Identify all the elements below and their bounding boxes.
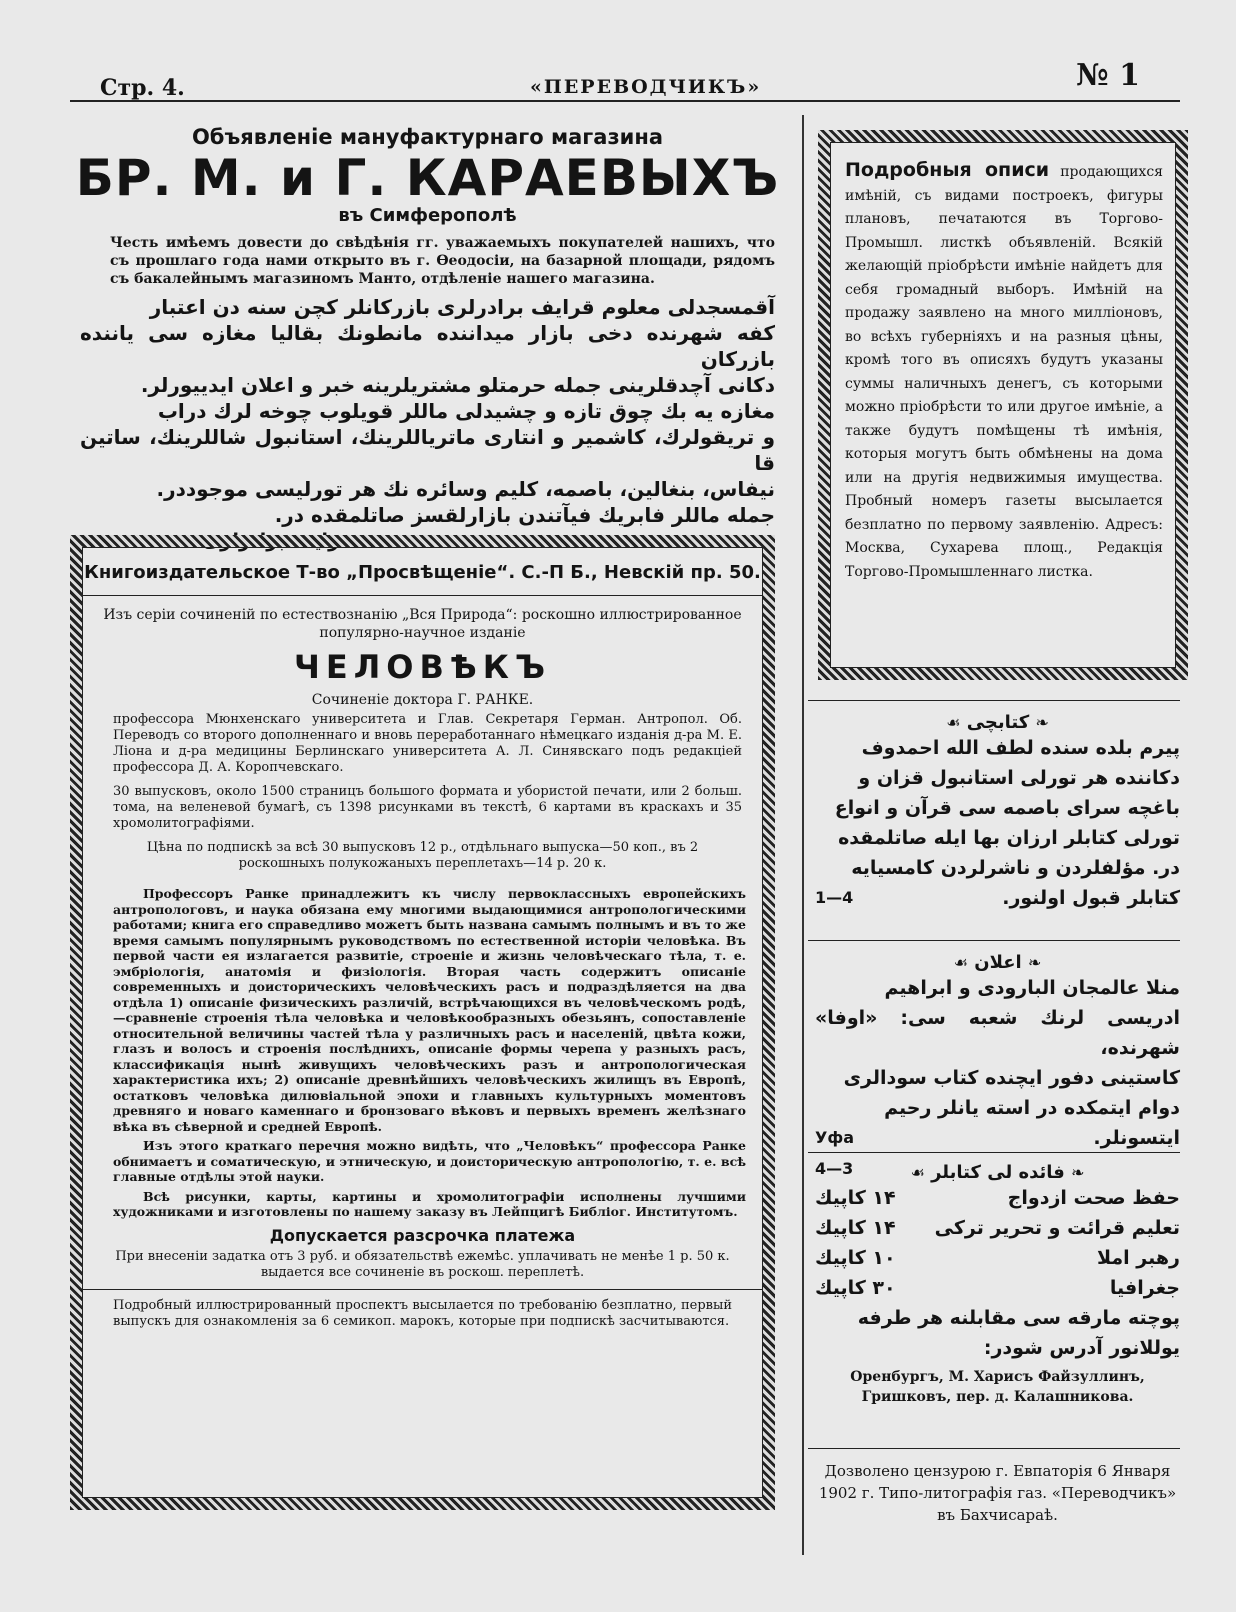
ilan-title-text: اعلان [974, 952, 1022, 973]
arabic-line: در. مؤلفلردن و ناشرلردن کامسیایه [851, 857, 1180, 879]
book-author: Сочиненіе доктора Г. РАНКЕ. [311, 692, 534, 708]
arabic-line: تورلی کتابلر ارزان بها ایله صاتلمقده [838, 827, 1180, 849]
kitabchi-ad [815, 712, 1180, 913]
arabic-line: منلا عالمجان البارودی و ابراهیم [884, 977, 1180, 999]
kitabchi-title-text: کتابچی [966, 712, 1030, 733]
installment-terms: При внесеніи задатка отъ 3 руб. и обязательствѣ ежемѣс. уплачивать не менѣе 1 р. 50 к. выдается все сочиненіе въ роскош. переплетѣ. [115, 1248, 730, 1280]
arabic-line: پیرم بلده سنده لطف الله احمدوف [861, 737, 1180, 759]
arabic-line: مغازه یه بك چوق تازه و چشیدلی ماللر قویلوب چوخه لرك دراب [157, 399, 775, 423]
arabic-line: دوام ایتمکده در استه یانلر رحیم [884, 1097, 1180, 1119]
arabic-line: ادریسی لرنك شعبه سی: «اوفا» شهرنده، [815, 1007, 1180, 1059]
karaev-ad [70, 120, 785, 552]
arabic-line: نیفاس، بنغالین، باصمه، کلیم وسائره نك هر تورلیسی موجوددر. [156, 477, 775, 501]
arabic-line: باغچه سرای باصمه سی قرآن و انواع [834, 797, 1180, 819]
book-price: Цѣна по подпискѣ за всѣ 30 выпусковъ 12 р., отдѣльнаго выпуска—50 коп., въ 2 роскошныхъ полукожаныхъ переплетахъ—14 р. 20 к. [146, 840, 699, 871]
arabic-line: یوللانور آدرس شودر: [983, 1337, 1180, 1359]
prosveshchenie-ad-inner [82, 547, 763, 1498]
book-specs: 30 выпусковъ, около 1500 страницъ большого формата и убористой печати, или 2 больш. тома, на веленевой бумагѣ, съ 1398 рисунками въ текстѣ, 6 картами въ краскахъ и 35 хромолитографіями. [113, 784, 742, 831]
book-name: جغرافیا [1109, 1277, 1180, 1299]
arabic-line-row [815, 1123, 1180, 1153]
inventory-ad-inner [830, 142, 1176, 668]
series-line: Изъ серіи сочиненій по естествознанію „Вся Природа“: роскошно иллюстрированное популярно-научное изданіе [103, 607, 742, 641]
issue-number: № 1 [1076, 58, 1140, 93]
useful-books-address: Оренбургъ, М. Харисъ Файзуллинъ, Гришковъ, пер. д. Калашникова. [850, 1369, 1145, 1405]
ornament-icon: ☙ [953, 953, 968, 972]
book-row [815, 1183, 1180, 1213]
useful-books-title-text: فائده لی کتابلر [931, 1162, 1065, 1183]
publisher-head: Книгоиздательское Т-во „Просвѣщеніе“. С.-П Б., Невскій пр. 50. [83, 548, 762, 596]
inventory-ad [818, 130, 1188, 680]
book-title: ЧЕЛОВѢКЪ [294, 648, 551, 686]
ornament-icon: ❧ [1035, 713, 1049, 732]
inventory-ad-body: продающихся имѣній, съ видами построекъ, фигуры плановъ, печатаются въ Торгово-Промышл. листкѣ объявленій. Всякій желающій пріобрѣсти имѣніе найдетъ для себя громадный выборъ. Имѣній на продажу заявлено на много милліоновъ, во всѣхъ губерніяхъ и на разныя цѣны, кромѣ того въ описяхъ будутъ указаны суммы наличныхъ денегъ, съ которыми можно пріобрѣсти то или другое имѣніе, а также будутъ помѣщены тѣ имѣнія, которыя могутъ быть обмѣнены на дома или на другія недвижимыя имущества. Пробный номеръ газеты высылается безплатно по первому заявленію. Адресъ: Москва, Сухарева площ., Редакція Торгово-Промышленнаго листка. [845, 164, 1163, 580]
book-row [815, 1243, 1180, 1273]
arabic-line: جمله ماللر فابریك فیآتندن بازارلقسز صاتلمقده در. [274, 503, 775, 527]
book-price: ۱۰ کاپیك [815, 1247, 896, 1269]
arabic-line: کاستینی دفور ایچنده کتاب سودالری [843, 1067, 1180, 1089]
book-price: ۱۴ کاپیك [815, 1217, 896, 1239]
prospectus-note: Подробный иллюстрированный проспектъ высылается по требованію безплатно, первый выпускъ для ознакомленія за 6 семикоп. марокъ, которые при подпискѣ засчитываются. [83, 1289, 762, 1330]
book-price: ۱۴ کاپیك [815, 1187, 896, 1209]
description-paragraph: Профессоръ Ранке принадлежитъ къ числу первоклассныхъ европейскихъ антропологовъ, и наука обязана ему многими выдающимися антропологическими работами; книга его справедливо можетъ быть названа самымъ полнымъ и въ то же время самымъ популярнымъ руководствомъ по естественной исторіи человѣка. Въ первой части ея излагается развитіе, строеніе и жизнь человѣческаго тѣла, т. е. эмбріологія, анатомія и физіологія. Вторая часть содержитъ описаніе современныхъ и доисторическихъ человѣческихъ расъ и подраздѣляется на два отдѣла 1) описаніе физическихъ различій, встрѣчающихся въ человѣческомъ родѣ,—сравненіе строенія тѣла человѣка и человѣкообразныхъ обезьянъ, сопоставленіе относительной величины частей тѣла у различныхъ расъ и населеній, цвѣта кожи, глазъ и волосъ и строенія послѣднихъ, описаніе формы черепа у разныхъ расъ, классификація нынѣ живущихъ человѣческихъ разъ и антропологическая характеристика ихъ; 2) описаніе древнѣйшихъ человѣческихъ жилищъ въ Европѣ, остатковъ человѣка дилювіальной эпохи и главныхъ культурныхъ моментовъ древняго и новаго каменнаго и бронзоваго вѣковъ и первыхъ временъ желѣзнаго вѣка въ сѣверной и средней Европѣ. [113, 886, 746, 1134]
arabic-line: ایتسونلر. [1093, 1127, 1180, 1149]
kitabchi-body [815, 733, 1180, 913]
ornament-icon: ☙ [910, 1163, 925, 1182]
installment-heading: Допускается разсрочка платежа [269, 1225, 576, 1245]
ilan-title [815, 952, 1180, 973]
ad-run-number: 4—3 [815, 1159, 854, 1178]
censor-note: Дозволено цензурою г. Евпаторія 6 Января 1902 г. Типо-литографія газ. «Переводчикъ» въ Бахчисараѣ. [818, 1462, 1177, 1524]
page-number: Стр. 4. [100, 75, 185, 101]
arabic-line: آقمسجدلی معلوم قرایف برادرلری بازرکانلر کچن سنه دن اعتبار [149, 295, 775, 319]
useful-books-ad [815, 1162, 1180, 1407]
inventory-ad-text [831, 143, 1175, 584]
prosveshchenie-ad [70, 535, 775, 1510]
newspaper-title: «ПЕРЕВОДЧИКЪ» [530, 76, 762, 98]
description-paragraph: Всѣ рисунки, карты, картины и хромолитографіи исполнены лучшими художниками и изготовлены по нашему заказу въ Лейпцигѣ Библіог. Институтомъ. [113, 1188, 746, 1219]
karaev-ad-arabic [80, 294, 775, 528]
book-name: رهبر املا [1096, 1247, 1180, 1269]
section-divider [808, 940, 1180, 941]
inventory-ad-lead: Подробныя описи [845, 159, 1050, 181]
karaev-ad-name: БР. М. и Г. КАРАЕВЫХЪ [75, 149, 780, 207]
kitabchi-title [815, 712, 1180, 733]
book-name: حفظ صحت ازدواج [1007, 1187, 1180, 1209]
arabic-line: پوچته مارقه سی مقابلنه هر طرفه [857, 1307, 1180, 1329]
book-row [815, 1213, 1180, 1243]
section-divider [808, 1448, 1180, 1449]
book-name: تعلیم قرائت و تحریر ترکی [934, 1217, 1180, 1239]
ornament-icon: ❧ [1071, 1163, 1085, 1182]
karaev-ad-top: Объявленіе мануфактурнаго магазина [191, 125, 664, 149]
karaev-ad-signature: قرایف برادرلری [202, 530, 353, 552]
useful-books-title [815, 1162, 1180, 1183]
arabic-line: دکانی آچدقلرینی جمله حرمتلو مشتریلرینه خبر و اعلان ایدییورلر. [140, 373, 775, 397]
useful-books-note [815, 1303, 1180, 1363]
karaev-ad-text: Честь имѣемъ довести до свѣдѣнія гг. уважаемыхъ покупателей нашихъ, что съ прошлаго года нами открыто въ г. Ѳеодосіи, на базарной площади, рядомъ съ бакалейнымъ магазиномъ Манто, отдѣленіе нашего магазина. [110, 235, 775, 287]
arabic-line: دکاننده هر تورلی استانبول قزان و [858, 767, 1180, 789]
ilan-city: Уфа [815, 1128, 855, 1147]
arabic-line-row [815, 883, 1180, 913]
book-credits: профессора Мюнхенскаго университета и Глав. Секретаря Герман. Антропол. Об. Переводъ со второго дополненнаго и вновь переработаннаго нѣмецкаго изданія д-ра М. Е. Ліона и д-ра медицины Берлинскаго университета А. Л. Синявскаго подъ редакціей профессора Д. А. Коропчевскаго. [113, 712, 742, 775]
karaev-ad-city: въ Симферополѣ [338, 205, 517, 226]
book-row [815, 1273, 1180, 1303]
header-rule [70, 100, 1180, 102]
book-description [113, 886, 746, 1220]
ad-run-number: 4—1 [815, 888, 854, 907]
column-rule [802, 115, 804, 1555]
arabic-line: کتابلر قبول اولنور. [1002, 887, 1180, 909]
ornament-icon: ❧ [1028, 953, 1042, 972]
arabic-line: و تریقولرك، کاشمیر و انتاری ماتریاللرینك، استانبول شاللرینك، ساتین قا [80, 425, 775, 475]
description-paragraph: Изъ этого краткаго перечня можно видѣть, что „Человѣкъ“ профессора Ранке обнимаетъ и соматическую, и этническую, и доисторическую антропологію, т. е. всѣ главные отдѣлы этой науки. [113, 1138, 746, 1184]
page-header [100, 50, 1180, 100]
section-divider [808, 700, 1180, 701]
section-divider [808, 1152, 1180, 1153]
ilan-ad [815, 952, 1180, 1184]
book-price: ۳۰ کاپیك [815, 1277, 896, 1299]
arabic-line: کفه شهرنده دخی بازار میداننده مانطونك بقالیا مغازه سی یاننده بازرکان [80, 321, 775, 371]
ornament-icon: ☙ [946, 713, 961, 732]
